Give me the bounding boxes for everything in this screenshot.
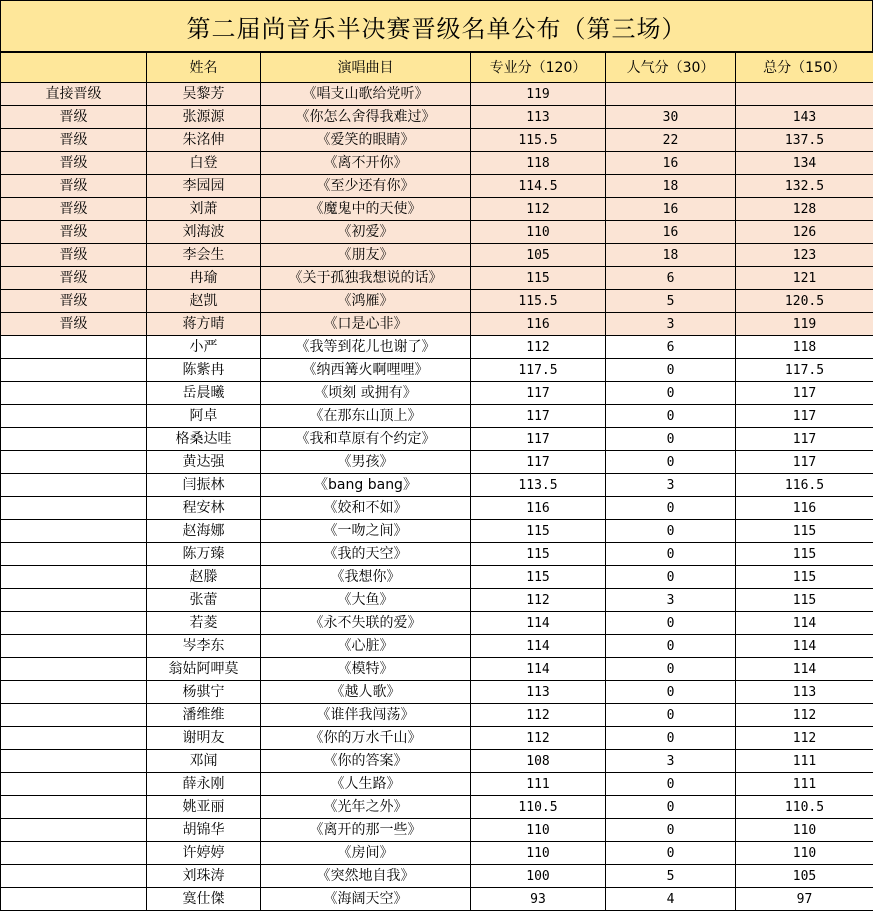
pop-score-cell[interactable]: 0 [606,428,736,451]
song-cell[interactable]: 《房间》 [261,842,471,865]
song-cell[interactable]: 《永不失联的爱》 [261,612,471,635]
pro-score-cell[interactable]: 114.5 [471,175,606,198]
table-row [1,865,873,888]
table-row [1,152,873,175]
pop-score-cell[interactable]: 0 [606,612,736,635]
pop-score-cell[interactable]: 0 [606,405,736,428]
status-cell[interactable] [1,842,147,865]
total-score-cell[interactable]: 112 [736,727,873,750]
pro-score-cell[interactable]: 110 [471,819,606,842]
pro-score-cell[interactable]: 111 [471,773,606,796]
status-cell[interactable] [1,497,147,520]
song-cell[interactable]: 《海阔天空》 [261,888,471,911]
status-cell[interactable] [1,773,147,796]
status-cell[interactable]: 晋级 [1,290,147,313]
total-score-cell[interactable]: 116 [736,497,873,520]
pop-score-cell[interactable]: 0 [606,819,736,842]
name-cell[interactable]: 吴黎芳 [147,83,261,106]
status-cell[interactable] [1,727,147,750]
song-cell[interactable]: 《突然地自我》 [261,865,471,888]
pro-score-cell[interactable]: 112 [471,727,606,750]
status-cell[interactable] [1,520,147,543]
table-row [1,543,873,566]
song-cell[interactable]: 《人生路》 [261,773,471,796]
pop-score-cell[interactable]: 18 [606,175,736,198]
table-row [1,244,873,267]
total-score-cell[interactable]: 137.5 [736,129,873,152]
pro-score-cell[interactable]: 117 [471,382,606,405]
pop-score-cell[interactable]: 0 [606,681,736,704]
table-row [1,474,873,497]
pro-score-cell[interactable]: 113 [471,106,606,129]
pro-score-cell[interactable]: 110 [471,221,606,244]
name-cell[interactable]: 冉瑜 [147,267,261,290]
name-cell[interactable]: 许婷婷 [147,842,261,865]
pro-score-cell[interactable]: 110 [471,842,606,865]
name-cell[interactable]: 朱洺伸 [147,129,261,152]
status-cell[interactable] [1,612,147,635]
name-cell[interactable]: 赵凯 [147,290,261,313]
pro-score-cell[interactable]: 93 [471,888,606,911]
name-cell[interactable]: 陈紫冉 [147,359,261,382]
pop-score-cell[interactable]: 0 [606,727,736,750]
song-cell[interactable]: 《我等到花儿也谢了》 [261,336,471,359]
table-row [1,428,873,451]
song-cell[interactable]: 《至少还有你》 [261,175,471,198]
status-cell[interactable] [1,359,147,382]
song-cell[interactable]: 《你的万水千山》 [261,727,471,750]
pro-score-cell[interactable]: 117.5 [471,359,606,382]
total-score-cell[interactable]: 115 [736,566,873,589]
pop-score-cell[interactable]: 3 [606,474,736,497]
status-cell[interactable]: 晋级 [1,244,147,267]
song-cell[interactable]: 《你的答案》 [261,750,471,773]
name-cell[interactable]: 刘海波 [147,221,261,244]
status-cell[interactable] [1,405,147,428]
table-row [1,589,873,612]
name-cell[interactable]: 赵海娜 [147,520,261,543]
table-row [1,267,873,290]
status-cell[interactable] [1,635,147,658]
pop-score-cell[interactable]: 6 [606,267,736,290]
pop-score-cell[interactable] [606,83,736,106]
pop-score-cell[interactable]: 5 [606,865,736,888]
status-cell[interactable]: 晋级 [1,267,147,290]
total-score-cell[interactable]: 120.5 [736,290,873,313]
status-cell[interactable]: 晋级 [1,198,147,221]
status-cell[interactable] [1,336,147,359]
song-cell[interactable]: 《离不开你》 [261,152,471,175]
total-score-cell[interactable]: 114 [736,658,873,681]
table-row [1,106,873,129]
song-cell[interactable]: 《心脏》 [261,635,471,658]
name-cell[interactable]: 刘珠涛 [147,865,261,888]
total-score-cell[interactable]: 116.5 [736,474,873,497]
total-score-cell[interactable]: 119 [736,313,873,336]
table-row [1,842,873,865]
song-cell[interactable]: 《光年之外》 [261,796,471,819]
name-cell[interactable]: 阿卓 [147,405,261,428]
name-cell[interactable]: 杨骐宁 [147,681,261,704]
song-cell[interactable]: 《纳西篝火啊哩哩》 [261,359,471,382]
status-cell[interactable] [1,865,147,888]
table-row [1,796,873,819]
total-score-cell[interactable]: 110 [736,819,873,842]
total-score-cell[interactable]: 117 [736,382,873,405]
status-cell[interactable]: 晋级 [1,152,147,175]
pro-score-cell[interactable]: 117 [471,405,606,428]
song-cell[interactable]: 《朋友》 [261,244,471,267]
table-row [1,129,873,152]
total-score-cell[interactable]: 117.5 [736,359,873,382]
header-total-score[interactable]: 总分（150） [736,53,873,83]
total-score-cell[interactable] [736,83,873,106]
table-row [1,773,873,796]
header-status[interactable] [1,53,147,83]
status-cell[interactable] [1,704,147,727]
pro-score-cell[interactable]: 112 [471,589,606,612]
status-cell[interactable] [1,819,147,842]
song-cell[interactable]: 《谁伴我闯荡》 [261,704,471,727]
pro-score-cell[interactable]: 105 [471,244,606,267]
pro-score-cell[interactable]: 117 [471,451,606,474]
total-score-cell[interactable]: 132.5 [736,175,873,198]
table-row [1,359,873,382]
pro-score-cell[interactable]: 115.5 [471,129,606,152]
pop-score-cell[interactable]: 3 [606,589,736,612]
name-cell[interactable]: 赵滕 [147,566,261,589]
table-row [1,566,873,589]
pop-score-cell[interactable]: 0 [606,382,736,405]
table-row [1,313,873,336]
status-cell[interactable] [1,566,147,589]
table-row [1,819,873,842]
table-row [1,221,873,244]
pop-score-cell[interactable]: 0 [606,704,736,727]
status-cell[interactable] [1,428,147,451]
status-cell[interactable] [1,888,147,911]
status-cell[interactable] [1,474,147,497]
table-row [1,336,873,359]
name-cell[interactable]: 李园园 [147,175,261,198]
table-row [1,198,873,221]
pro-score-cell[interactable]: 112 [471,336,606,359]
song-cell[interactable]: 《bang bang》 [261,474,471,497]
name-cell[interactable]: 程安林 [147,497,261,520]
pop-score-cell[interactable]: 16 [606,152,736,175]
pop-score-cell[interactable]: 0 [606,497,736,520]
status-cell[interactable] [1,589,147,612]
song-cell[interactable]: 《大鱼》 [261,589,471,612]
results-table [0,52,873,911]
pop-score-cell[interactable]: 0 [606,635,736,658]
song-cell[interactable]: 《姣和不如》 [261,497,471,520]
total-score-cell[interactable]: 118 [736,336,873,359]
song-cell[interactable]: 《一吻之间》 [261,520,471,543]
song-cell[interactable]: 《爱笑的眼睛》 [261,129,471,152]
header-pro-score[interactable]: 专业分（120） [471,53,606,83]
name-cell[interactable]: 蒋方晴 [147,313,261,336]
name-cell[interactable]: 若菱 [147,612,261,635]
name-cell[interactable]: 李会生 [147,244,261,267]
total-score-cell[interactable]: 115 [736,520,873,543]
table-row [1,635,873,658]
total-score-cell[interactable]: 143 [736,106,873,129]
name-cell[interactable]: 刘萧 [147,198,261,221]
pro-score-cell[interactable]: 112 [471,198,606,221]
pop-score-cell[interactable]: 0 [606,543,736,566]
pro-score-cell[interactable]: 115 [471,520,606,543]
table-row [1,405,873,428]
total-score-cell[interactable]: 112 [736,704,873,727]
total-score-cell[interactable]: 134 [736,152,873,175]
total-score-cell[interactable]: 114 [736,612,873,635]
header-pop-score[interactable]: 人气分（30） [606,53,736,83]
total-score-cell[interactable]: 126 [736,221,873,244]
pop-score-cell[interactable]: 3 [606,750,736,773]
status-cell[interactable] [1,543,147,566]
song-cell[interactable]: 《魔鬼中的天使》 [261,198,471,221]
song-cell[interactable]: 《越人歌》 [261,681,471,704]
pro-score-cell[interactable]: 118 [471,152,606,175]
total-score-cell[interactable]: 117 [736,405,873,428]
table-row [1,290,873,313]
pro-score-cell[interactable]: 116 [471,313,606,336]
header-name[interactable]: 姓名 [147,53,261,83]
pro-score-cell[interactable]: 108 [471,750,606,773]
name-cell[interactable]: 黄达强 [147,451,261,474]
status-cell[interactable]: 晋级 [1,313,147,336]
pop-score-cell[interactable]: 0 [606,796,736,819]
pro-score-cell[interactable]: 119 [471,83,606,106]
name-cell[interactable]: 潘维维 [147,704,261,727]
table-row [1,750,873,773]
pro-score-cell[interactable]: 113.5 [471,474,606,497]
pop-score-cell[interactable]: 5 [606,290,736,313]
pop-score-cell[interactable]: 16 [606,221,736,244]
name-cell[interactable]: 薛永刚 [147,773,261,796]
total-score-cell[interactable]: 117 [736,451,873,474]
pop-score-cell[interactable]: 4 [606,888,736,911]
pro-score-cell[interactable]: 115 [471,543,606,566]
table-row [1,612,873,635]
total-score-cell[interactable]: 117 [736,428,873,451]
table-row [1,497,873,520]
table-row [1,727,873,750]
status-cell[interactable] [1,750,147,773]
pro-score-cell[interactable]: 114 [471,635,606,658]
pro-score-cell[interactable]: 115 [471,267,606,290]
pop-score-cell[interactable]: 0 [606,520,736,543]
name-cell[interactable]: 翁姑阿呷莫 [147,658,261,681]
table-row [1,83,873,106]
pop-score-cell[interactable]: 0 [606,658,736,681]
status-cell[interactable] [1,681,147,704]
pro-score-cell[interactable]: 100 [471,865,606,888]
song-cell[interactable]: 《我想你》 [261,566,471,589]
pop-score-cell[interactable]: 6 [606,336,736,359]
status-cell[interactable]: 晋级 [1,175,147,198]
pop-score-cell[interactable]: 22 [606,129,736,152]
name-cell[interactable]: 胡锦华 [147,819,261,842]
table-row [1,704,873,727]
pop-score-cell[interactable]: 0 [606,359,736,382]
pop-score-cell[interactable]: 0 [606,773,736,796]
song-cell[interactable]: 《关于孤独我想说的话》 [261,267,471,290]
total-score-cell[interactable]: 111 [736,773,873,796]
name-cell[interactable]: 白登 [147,152,261,175]
table-row [1,451,873,474]
pop-score-cell[interactable]: 16 [606,198,736,221]
name-cell[interactable]: 张源源 [147,106,261,129]
header-row [1,53,873,83]
table-row [1,520,873,543]
table-row [1,888,873,911]
name-cell[interactable]: 闫振林 [147,474,261,497]
total-score-cell[interactable]: 115 [736,589,873,612]
status-cell[interactable]: 晋级 [1,221,147,244]
total-score-cell[interactable]: 110.5 [736,796,873,819]
table-row [1,382,873,405]
total-score-cell[interactable]: 110 [736,842,873,865]
pro-score-cell[interactable]: 115.5 [471,290,606,313]
pop-score-cell[interactable]: 0 [606,451,736,474]
table-row [1,681,873,704]
name-cell[interactable]: 姚亚丽 [147,796,261,819]
pro-score-cell[interactable]: 117 [471,428,606,451]
status-cell[interactable] [1,658,147,681]
sheet-title[interactable]: 第二届尚音乐半决赛晋级名单公布（第三场） [0,0,873,52]
pro-score-cell[interactable]: 116 [471,497,606,520]
pro-score-cell[interactable]: 115 [471,566,606,589]
name-cell[interactable]: 谢明友 [147,727,261,750]
pro-score-cell[interactable]: 114 [471,658,606,681]
header-song[interactable]: 演唱曲目 [261,53,471,83]
song-cell[interactable]: 《我的天空》 [261,543,471,566]
song-cell[interactable]: 《初爱》 [261,221,471,244]
name-cell[interactable]: 岑李东 [147,635,261,658]
song-cell[interactable]: 《我和草原有个约定》 [261,428,471,451]
song-cell[interactable]: 《口是心非》 [261,313,471,336]
song-cell[interactable]: 《鸿雁》 [261,290,471,313]
song-cell[interactable]: 《你怎么舍得我难过》 [261,106,471,129]
pop-score-cell[interactable]: 0 [606,842,736,865]
song-cell[interactable]: 《男孩》 [261,451,471,474]
pro-score-cell[interactable]: 114 [471,612,606,635]
song-cell[interactable]: 《顷刻 或拥有》 [261,382,471,405]
status-cell[interactable]: 晋级 [1,106,147,129]
name-cell[interactable]: 陈万臻 [147,543,261,566]
total-score-cell[interactable]: 128 [736,198,873,221]
table-row [1,658,873,681]
total-score-cell[interactable]: 105 [736,865,873,888]
pop-score-cell[interactable]: 18 [606,244,736,267]
pro-score-cell[interactable]: 113 [471,681,606,704]
table-row [1,175,873,198]
total-score-cell[interactable]: 97 [736,888,873,911]
pop-score-cell[interactable]: 30 [606,106,736,129]
song-cell[interactable]: 《在那东山顶上》 [261,405,471,428]
name-cell[interactable]: 岳晨曦 [147,382,261,405]
status-cell[interactable] [1,796,147,819]
total-score-cell[interactable]: 121 [736,267,873,290]
total-score-cell[interactable]: 111 [736,750,873,773]
pro-score-cell[interactable]: 112 [471,704,606,727]
song-cell[interactable]: 《离开的那一些》 [261,819,471,842]
pop-score-cell[interactable]: 3 [606,313,736,336]
total-score-cell[interactable]: 114 [736,635,873,658]
status-cell[interactable] [1,451,147,474]
name-cell[interactable]: 格桑达哇 [147,428,261,451]
status-cell[interactable] [1,382,147,405]
total-score-cell[interactable]: 113 [736,681,873,704]
song-cell[interactable]: 《模特》 [261,658,471,681]
status-cell[interactable]: 晋级 [1,129,147,152]
status-cell[interactable]: 直接晋级 [1,83,147,106]
name-cell[interactable]: 张蕾 [147,589,261,612]
pro-score-cell[interactable]: 110.5 [471,796,606,819]
total-score-cell[interactable]: 123 [736,244,873,267]
name-cell[interactable]: 小严 [147,336,261,359]
song-cell[interactable]: 《唱支山歌给党听》 [261,83,471,106]
total-score-cell[interactable]: 115 [736,543,873,566]
name-cell[interactable]: 邓闻 [147,750,261,773]
pop-score-cell[interactable]: 0 [606,566,736,589]
name-cell[interactable]: 寞仕傑 [147,888,261,911]
